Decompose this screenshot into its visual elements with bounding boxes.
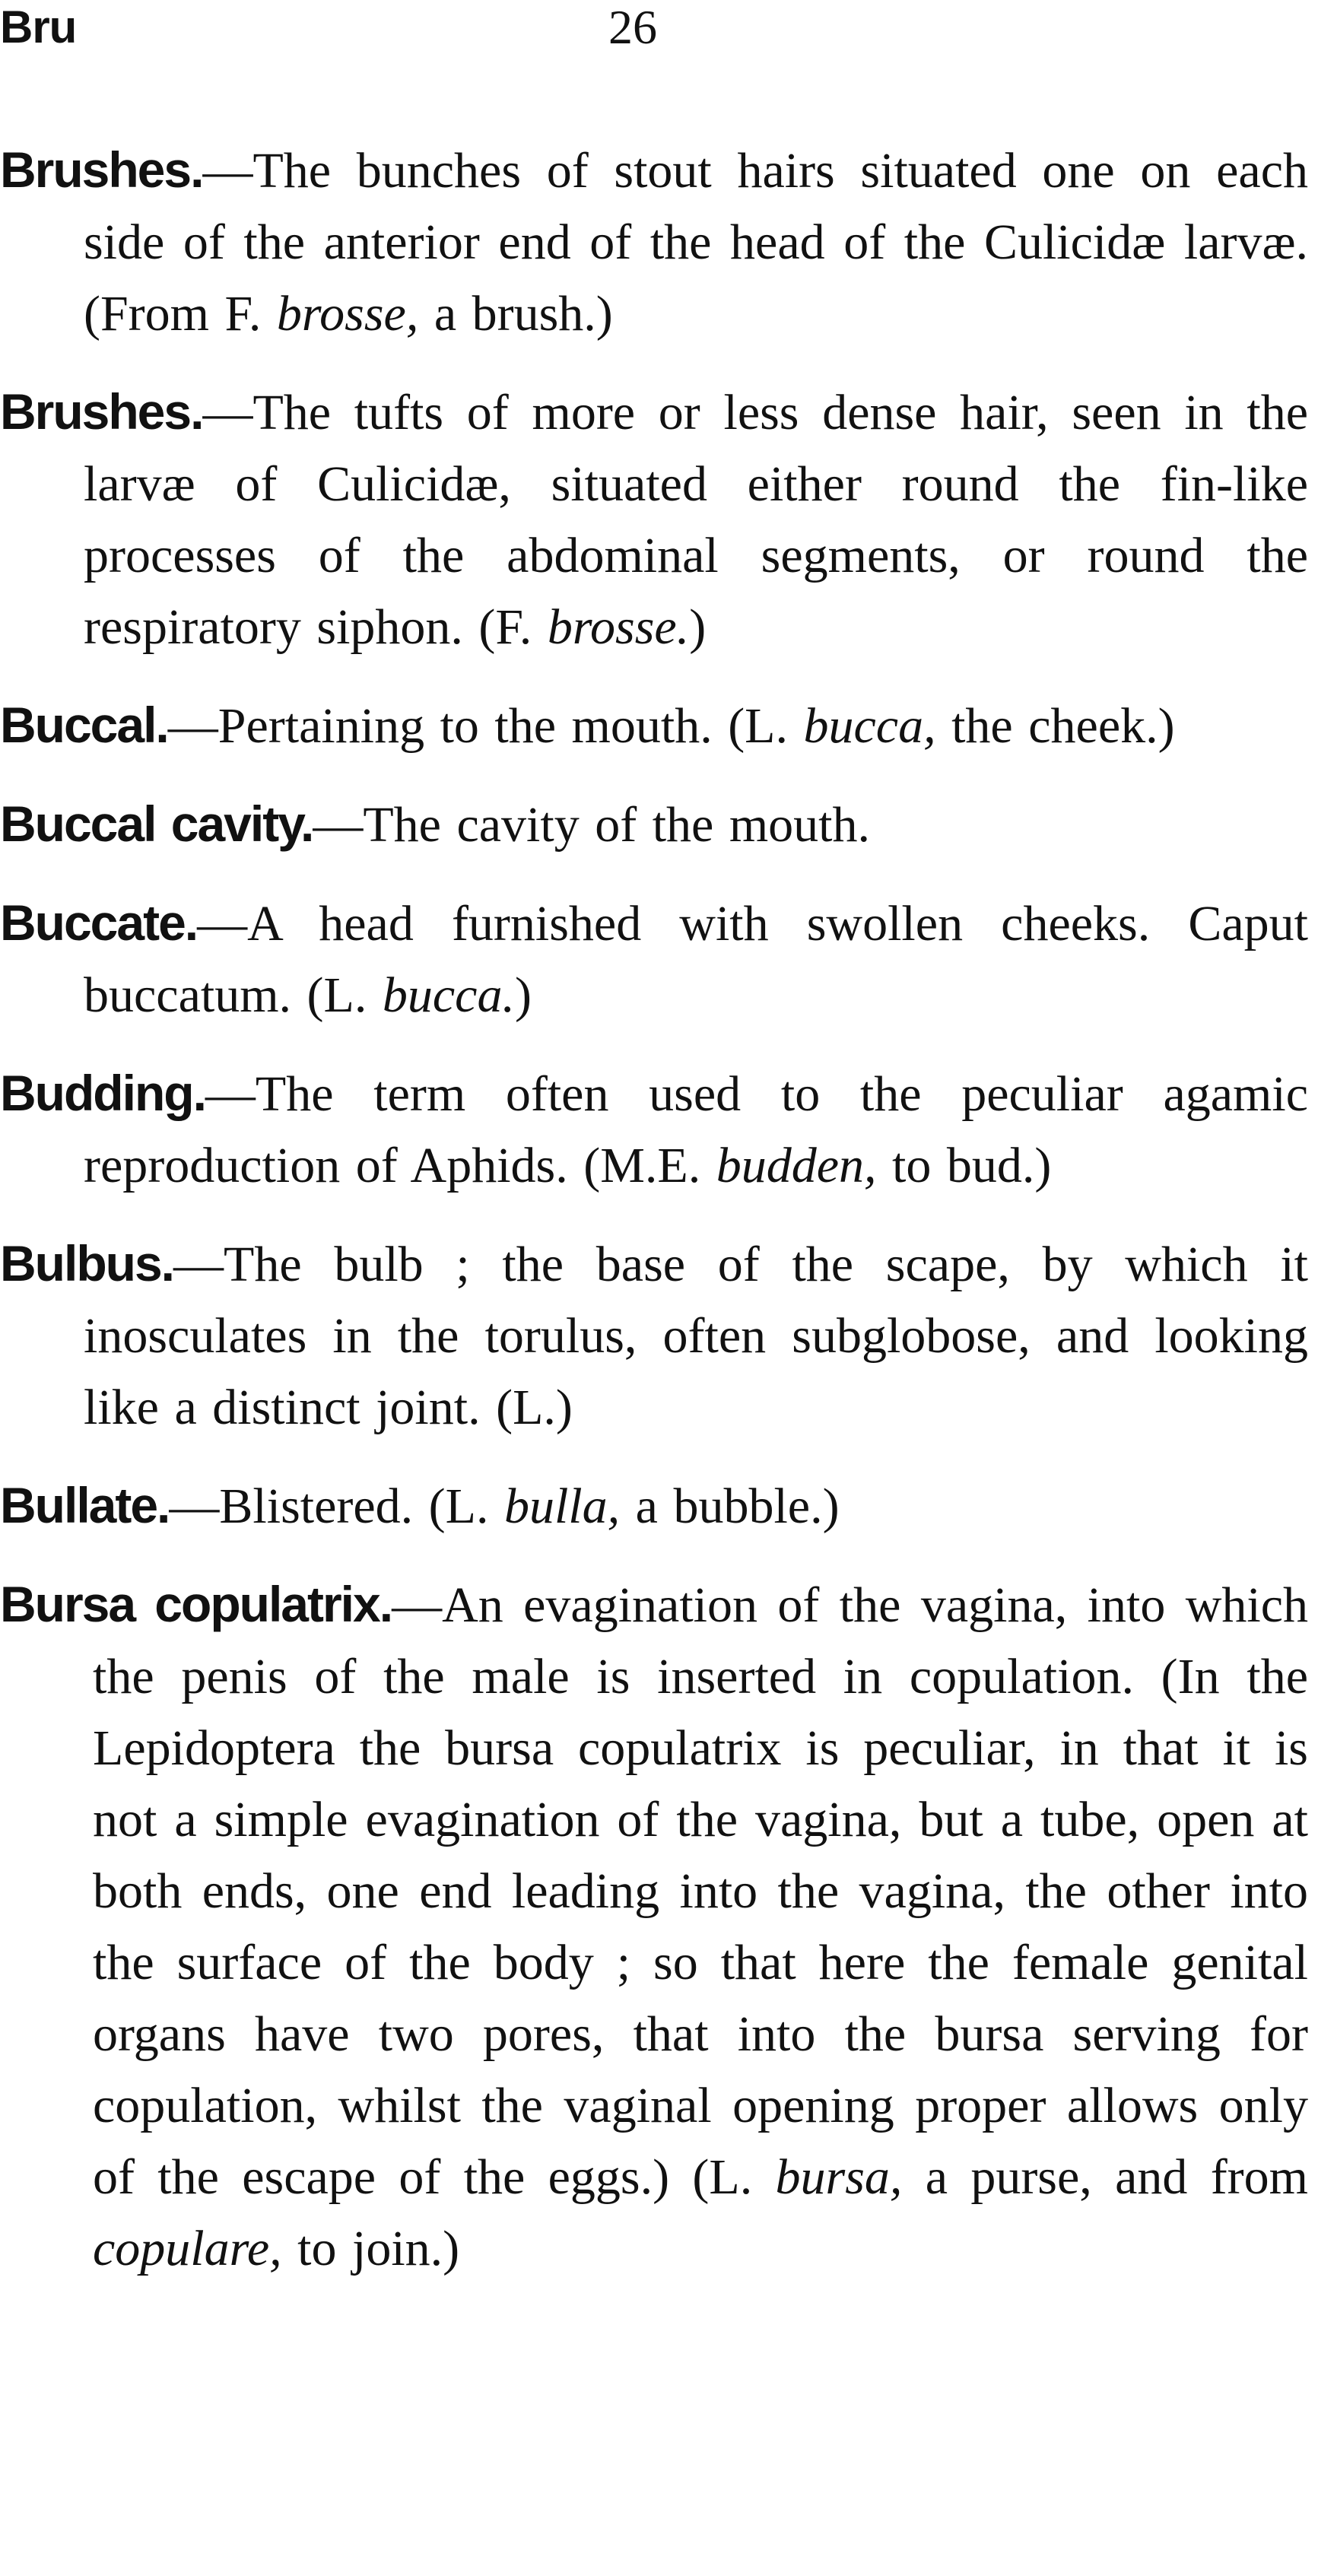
entry-definition [84, 1237, 1308, 1435]
running-head-word: Bru [0, 2, 77, 52]
entry-definition [84, 1066, 1308, 1193]
page-number: 26 [608, 0, 657, 54]
entry-term: Bulbus. [0, 1235, 173, 1291]
entry-definition [313, 797, 870, 853]
definition-text: a bubble.) [620, 1479, 840, 1534]
italic-citation: bucca. [382, 967, 515, 1023]
entry-term: Buccate. [0, 894, 198, 951]
glossary-entry [0, 887, 1308, 1031]
entry-term: Bullate. [0, 1477, 170, 1533]
italic-citation: bulla, [503, 1479, 621, 1534]
entry-term: Buccal cavity. [0, 796, 313, 852]
glossary-entries [0, 134, 1308, 2311]
definition-text: the cheek.) [935, 698, 1175, 754]
entry-definition [84, 896, 1308, 1023]
glossary-entry [0, 1057, 1308, 1202]
italic-citation: brosse. [547, 599, 690, 655]
definition-text: ) [689, 599, 707, 655]
entry-definition [169, 1479, 839, 1534]
entry-definition [84, 385, 1308, 655]
entry-term: Brushes. [0, 141, 203, 198]
definition-text: to bud.) [876, 1138, 1052, 1193]
italic-citation: brosse, [276, 286, 419, 341]
definition-text: ) [514, 967, 532, 1023]
definition-text: —The tufts of more or less dense hair, seen in the larvæ of Culicidæ, situated either round the fin-like processes of the abdominal segments, or round the respiratory siphon. (F. [84, 385, 1308, 655]
definition-text: a purse, and from [902, 2149, 1308, 2205]
running-head [0, 0, 1318, 61]
definition-text: —The bunches of stout hairs situated one on each side of the anterior end of the head of the Culicidæ larvæ. (From F. [84, 143, 1308, 341]
glossary-entry [0, 1469, 1308, 1542]
definition-text: —Blistered. (L. [169, 1479, 504, 1534]
glossary-entry [0, 1568, 1308, 2285]
definition-text: —Pertaining to the mouth. (L. [167, 698, 804, 754]
italic-citation: budden, [716, 1138, 877, 1193]
italic-citation: copulare, [93, 2221, 282, 2276]
entry-term: Bursa copulatrix. [0, 1576, 392, 1632]
entry-definition [93, 1577, 1308, 2276]
italic-citation: bucca, [803, 698, 936, 754]
entry-term: Brushes. [0, 383, 203, 440]
definition-text: —An evagination of the vagina, into which the penis of the male is inserted in copulation. (In the Lepidoptera the bursa copulatrix is peculiar, in that it is not a simple evagination of the vagina, but a tube, open at both ends, one end leading into the vagina, the other into the surface of the body ; so that here the female genital organs have two pores, that into the bursa serving for copulation, whilst the vaginal opening proper allows only of the escape of the eggs.) (L. [93, 1577, 1309, 2205]
definition-text: —A head furnished with swollen cheeks. Caput buccatum. (L. [84, 896, 1308, 1023]
entry-term: Budding. [0, 1065, 205, 1121]
definition-text: to join.) [281, 2221, 460, 2276]
glossary-entry [0, 689, 1308, 762]
entry-definition [84, 143, 1308, 341]
definition-text: —The term often used to the peculiar agamic reproduction of Aphids. (M.E. [84, 1066, 1308, 1193]
definition-text: —The cavity of the mouth. [313, 797, 871, 853]
italic-citation: bursa, [775, 2149, 903, 2205]
glossary-entry [0, 376, 1308, 663]
glossary-entry [0, 134, 1308, 350]
entry-definition [168, 698, 1175, 754]
definition-text: —The bulb ; the base of the scape, by which it inosculates in the torulus, often subglobose, and looking like a distinct joint. (L.) [84, 1237, 1308, 1435]
entry-term: Buccal. [0, 697, 168, 753]
definition-text: a brush.) [418, 286, 613, 341]
glossary-entry [0, 1228, 1308, 1444]
glossary-entry [0, 788, 1308, 861]
